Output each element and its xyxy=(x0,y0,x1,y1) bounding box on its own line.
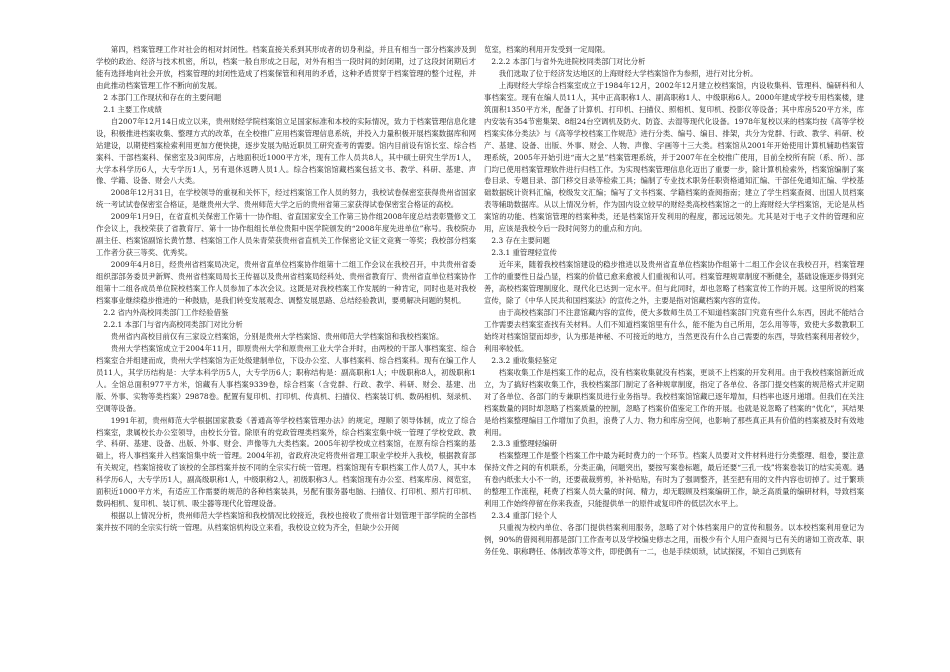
paragraph: 第四，档案管理工作对社会的相对封闭性。档案直接关系到其形成者的切身利益，并且有相当一部分档案涉及到学校的政治、经济与技术机密，所以，档案一般自形成之日起，对外有相当一段时间的封闭期，过了这段封闭期后才能有选择地向社会开放，档案管理的封闭性造成了档案保管和利用的矛盾，这种矛盾贯穿于档案管理的整个过程，并由此推动档案管理工作不断向前发展。 xyxy=(96,45,476,90)
subsection-heading: 2.1 主要工作成绩 xyxy=(103,104,162,114)
subsection-heading: 2.2 省内外高校同类部门工作经验借鉴 xyxy=(103,307,229,317)
subsection-heading: 2.3 存在主要问题 xyxy=(491,236,550,246)
paragraph: 2008年12月31日，在学校领导的重视和关怀下，经过档案馆工作人员的努力，我校试卷保密室获得贵州省国家统一考试试卷保密室合格证，是继贵州大学、贵州师范大学之后的贵州省第三家获得试卷保密室合格证的高校。 xyxy=(96,188,476,210)
paragraph-continued: 览室，档案的利用开发受到一定局限。 xyxy=(484,45,610,54)
paragraph: 2009年1月9日，在省直机关保密工作第十一协作组、省直国家安全工作第三协作组2008年度总结表彰暨修文工作会议上，我校荣获了省教育厅、第十一协作组组长单位贵阳中医学院颁发的“2008年度先进单位”称号。我校院办副主任、档案馆副馆长黄竹慧、档案馆工作人员朱青荣获贵州省直机关工作保密论文征文竞赛一等奖；我校部分档案工作者分获三等奖、优秀奖。 xyxy=(96,212,476,258)
left-column xyxy=(96,44,476,664)
paragraph: 我们选取了位于经济发达地区的上海财经大学档案馆作为参照，进行对比分析。 xyxy=(498,68,758,78)
paragraph: 上海财经大学综合档案室成立于1984年12月，2002年12月建立校档案馆，内设收集科、管理科、编研科和人事档案室。现有在编人员11人，其中正高职称1人、副高职称1人、中级职称6人。2000年建成学校专用档案楼，建筑面积1350平方米，配备了计算机、打印机、扫描仪、照相机、复印机、投影仪等设备；其中库房520平方米，库内安装有354节密集架、8组24台空调机及防火、防盗、去湿等现代化设备。1978年复校以来的档案均按《高等学校档案实体分类法》与《高等学校档案工作规范》进行分类、编号、编目、排架，共分为党群、行政、教学、科研、校产、基建、设备、出版、外事、财会、人物、声像、字画等十三大类。档案馆从2001年开始使用计算机辅助档案管理系统，2005年开始引进“南大之星”档案管理系统，并于2007年在全校推广使用，目前全校所有院（系、所）、部门均已使用档案管理软件进行归档工作。为实现档案管理信息化迈出了重要一步，除计算机检索外，档案馆编制了案卷目录、专题目录、部门移交目录等检索工具；编制了专业技术职务任职资格通知汇编、干部任免通知汇编、学校基础数据统计资料汇编，校级发文汇编；编写了文书档案、学籍档案的查阅指南；建立了学生档案查阅、出国人员档案表等辅助数据库。从以上情况分析，作为国内设立较早的财经类高校档案馆之一的上海财经大学档案馆，无论是从档案馆的功能、档案馆管理的档案种类，还是档案馆开发利用的程度，都远远领先。尤其是对于电子文件的管理和应用，应该是我校今后一段时间努力的重点和方向。 xyxy=(484,80,864,234)
subsection-heading: 2.2.2 本部门与省外先进院校同类部门对比分析 xyxy=(491,56,646,66)
right-column xyxy=(484,44,864,664)
subsection-heading: 2.2.1 本部门与省内高校同类部门对比分析 xyxy=(103,319,243,329)
paragraph: 档案整理工作是整个档案工作中最为耗时费力的一个环节。档案人员要对文件材料进行分类整理、组卷，要注意保持文件之间的有机联系，分类正确，问题突出，要按写案卷标题，最后还要“三孔一线”将案卷装订的结实美观。遇有卷内纸张大小不一的，还要裁裁剪剪，补补贴贴，有时为了强调整齐，甚至把有用的文件内容也切掉了。过于繁琐的整理工作流程，耗费了档案人员大量的时间、精力，却无暇顾及档案编研工作，缺乏高质量的编研材料，导致档案利用工作始终停留在你来我查，只能提供单一的原件或复印件的低层次水平上。 xyxy=(484,451,864,509)
paragraph: 2009年4月8日，经贵州省档案局决定，贵州省直单位档案协作组第十二组工作会议在我校召开，中共贵州省委组织部部务委员尹新辉、贵州省档案局局长王传福以及贵州省档案局经科处、贵州省教育厅、贵州省直单位档案协作组第十二组各成员单位院校档案工作人员参加了本次会议。这既是对我校档案工作发展的一种肯定，同时也是对我校档案事业继续稳步推进的一种鼓励，是我们转变发展观念、调整发展思路、总结经验教训，要勇解决问题的契机。 xyxy=(96,260,476,306)
subsection-heading: 2.3.1 重管理轻宣传 xyxy=(491,248,557,258)
paragraph: 根据以上情况分析，贵州师范大学档案馆和我校情况比较接近，我校也接收了贵州省计划管理干部学院的全部档案并按不同的全宗实行统一管理。从档案馆机构设立来看，我校设立较为齐全，但缺少公开阅 xyxy=(96,511,476,533)
section-heading: 2 本部门工作现状和存在的主要问题 xyxy=(103,92,222,102)
subsection-heading: 2.3.2 重收集轻鉴定 xyxy=(491,355,557,365)
paragraph: 贵州省内高校目前仅有三家设立档案馆，分别是贵州大学档案馆、贵州师范大学档案馆和我校档案馆。 xyxy=(110,331,444,341)
paragraph: 自2007年12月14日成立以来，贵州财经学院档案馆立足国家标准和本校的实际情况，致力于档案管理信息化建设，积极推进档案收集、整理方式的改革，在全校推广应用档案管理信息系统，并投入力量积极开展档案数据库和网站建设，以期使档案检索利用更加方便快捷，逐步发展为贴近职员工研究查考的需要。馆内目前设有馆长室、综合档案科、干部档案科、保密室及3间库房，占地面积近1000平方米，现有工作人员共8人，其中硕士研究生学历1人，大学本科学历6人，大专学历1人，另有退休返聘人员1人。综合档案馆馆藏档案包括文书、教学、科研、基建、声像、学籍、设备、财会八大类。 xyxy=(96,116,476,186)
paragraph: 近年来，随着我校档案馆建设的稳步推进以及贵州省直单位档案协作组第十二组工作会议在我校召开，档案管理工作的重要性日益凸显，档案的价值已愈来愈被人们重视和认可。档案管理规章制度不断健全，基础设施逐步得到完善，高校档案管理制度化、现代化已达到一定水平。但与此同时，却也忽略了档案宣传工作的开展。这里所说的档案宣传，除了《中华人民共和国档案法》的宣传之外，主要是指对馆藏档案内容的宣传。 xyxy=(484,260,864,306)
paragraph: 档案收集工作是档案工作的起点，没有档案收集就没有档案，更谈不上档案的开发利用。由于我校档案馆新近成立，为了搞好档案收集工作，我校档案部门制定了各种规章制度，指定了各单位、各部门提交档案的规范格式并定期对了各单位、各部门的专兼职档案员进行业务指导。我校档案馆馆藏已逐年增加，归档率也逐月递增。但我们在关注档案数量的同时却忽略了档案质量的控制，忽略了档案价值鉴定工作的开展。也就是说忽略了档案的“优化”，其结果是给档案整理编目工作增加了负担，浪费了人力、物力和库房空间，也影响了那些真正具有价值的档案被及时有效地利用。 xyxy=(484,367,864,437)
paragraph: 贵州大学档案馆成立于2004年11月，即原贵州大学和原贵州工业大学合并时，由两校的干部人事档案室、综合档案室合并组建而成，贵州大学档案馆为正处级建制单位，下设办公室、人事档案科、综合档案科。现有在编工作人员11人，其学历结构是：大学本科学历5人，大专学历6人；职称结构是：副高职称1人；中级职称8人，初级职称1人。全馆总面积977平方米，馆藏有人事档案9339卷，综合档案（含党群、行政、教学、科研、财会、基建、出版、外事、实物等类档案）29878卷。配置有复印机、打印机、传真机、扫描仪、档案装订机、数码相机、刻录机、空调等设备。 xyxy=(96,343,476,413)
paragraph: 1991年初，贵州师范大学根据国家教委《普通高等学校档案管理办法》的规定，理顺了领导体制，成立了综合档案室，隶属校长办公室领导，由校长分管。除原有的党政管理类档案外，综合档案室集中统一管理了学校党政、教学、科研、基建、设备、出版、外事、财会、声像等九大类档案。2005年初学校成立档案馆，在原有综合档案的基础上，将人事档案并入档案馆集中统一管理。2004年初，省政府决定将贵州省理工职业学校并入我校，根据教育部有关规定，档案馆接收了该校的全部档案并按不同的全宗实行统一管理。档案馆现有专职档案工作人员7人，其中本科学历6人，大专学历1人，副高级职称1人，中级职称2人，初级职称3人。档案馆现有办公室、档案库房、阅览室，面积近1000平方米，有适应工作需要的规范的各种档案装具，另配有服务器电脑、扫描仪、打印机、照片打印机、数码相机、复印机、装订机、吸尘器等现代化管理设备。 xyxy=(96,415,476,509)
subsection-heading: 2.3.3 重整理轻编研 xyxy=(491,439,557,449)
paragraph: 由于高校档案部门不注意馆藏内容的宣传，使大多数师生员工不知道档案部门究竟有些什么东西，因此不能结合工作需要去档案室查找有关材料。人们不知道档案馆里有什么，能不能为自己所用，怎么用等等，致使大多数教职工始终对档案馆望而却步，认为那是神秘、不可接近的地方，当然更没有什么自己需要的东西，导致档案利用者较少，利用率较低。 xyxy=(484,307,864,353)
subsection-heading: 2.3.4 重部门轻个人 xyxy=(491,511,557,521)
paragraph: 只重视为校内单位、各部门提供档案利用服务，忽略了对个体档案用户的宣传和服务。以本校档案利用登记为例，90%的借阅利用都是部门工作查考以及学校编史修志之用，而极少有个人用户查阅与已有关的诸如工资改革、职务任免、职称聘任、体制改革等文件，即使偶有一二，也是手续烦琐，试试探探，不知自己到底有 xyxy=(484,523,864,557)
